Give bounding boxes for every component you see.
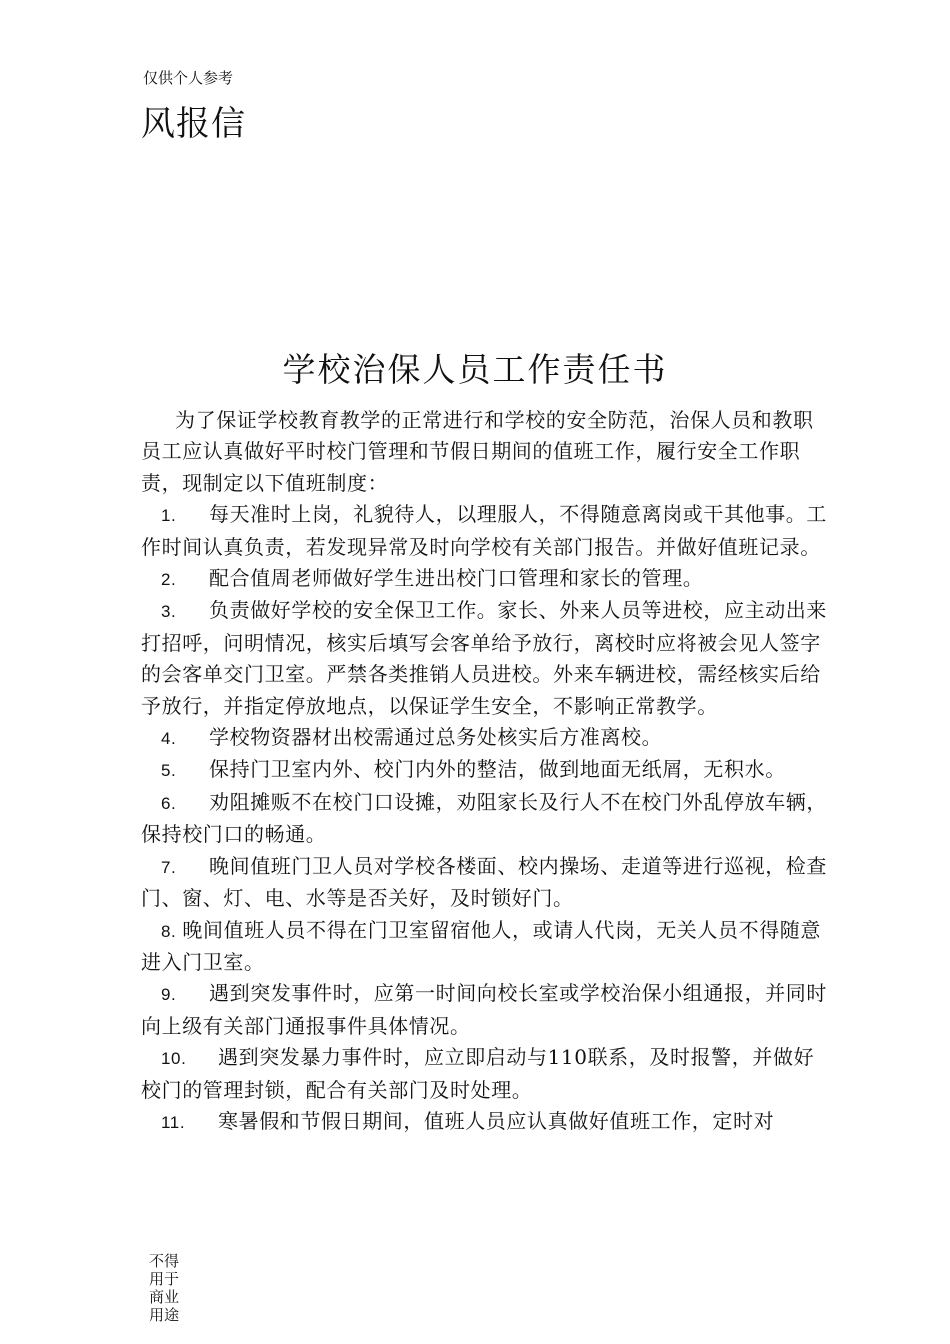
document-body xyxy=(141,405,831,1138)
item-text: 遇到突发暴力事件时，应立即启动与110联系，及时报警，并做好校门的管理封锁，配合有关部门及时处理。 xyxy=(141,1045,815,1102)
list-item xyxy=(141,1042,831,1106)
item-number: 2. xyxy=(161,570,177,590)
item-number: 10. xyxy=(161,1049,187,1069)
item-number: 11. xyxy=(161,1112,186,1132)
list-item xyxy=(141,722,831,754)
list-item xyxy=(141,978,831,1042)
item-number: 8. xyxy=(161,921,177,941)
footer-note: 不得用于商业用途 xyxy=(149,1252,180,1324)
item-number: 5. xyxy=(161,761,177,781)
header-note: 仅供个人参考 xyxy=(143,69,234,87)
item-number: 7. xyxy=(161,857,177,877)
item-text: 寒暑假和节假日期间，值班人员应认真做好值班工作，定时对 xyxy=(218,1108,775,1133)
list-item xyxy=(141,1106,831,1138)
intro-paragraph: 为了保证学校教育教学的正常进行和学校的安全防范，治保人员和教职员工应认真做好平时校门管理和节假日期间的值班工作，履行安全工作职责，现制定以下值班制度： xyxy=(141,408,814,495)
item-number: 4. xyxy=(161,729,177,749)
item-number: 1. xyxy=(161,506,177,526)
item-text: 遇到突发事件时，应第一时间向校长室或学校治保小组通报，并同时向上级有关部门通报事件具体情况。 xyxy=(141,981,827,1038)
list-item xyxy=(141,851,831,915)
item-text: 晚间值班人员不得在门卫室留宿他人，或请人代岗，无关人员不得随意进入门卫室。 xyxy=(141,917,821,974)
list-item xyxy=(141,499,831,563)
list-item xyxy=(141,754,831,786)
list-item xyxy=(141,563,831,595)
item-number: 6. xyxy=(161,793,177,813)
item-number: 9. xyxy=(161,985,177,1005)
item-text: 晚间值班门卫人员对学校各楼面、校内操场、走道等进行巡视，检查门、窗、灯、电、水等是否关好，及时锁好门。 xyxy=(141,853,827,911)
big-title: 风报信 xyxy=(141,104,246,144)
item-text: 劝阻摊贩不在校门口设摊，劝阻家长及行人不在校门外乱停放车辆，保持校门口的畅通。 xyxy=(141,789,827,847)
list-item xyxy=(141,595,831,722)
document-title: 学校治保人员工作责任书 xyxy=(282,350,668,389)
item-text: 保持门卫室内外、校门内外的整洁，做到地面无纸屑，无积水。 xyxy=(209,757,786,782)
item-number: 3. xyxy=(161,602,177,622)
item-text: 负责做好学校的安全保卫工作。家长、外来人员等进校，应主动出来打招呼，问明情况，核实后填写会客单给予放行，离校时应将被会见人签字的会客单交门卫室。严禁各类推销人员进校。外来车辆进校，需经核实后给予放行，并指定停放地点，以保证学生安全，不影响正常教学。 xyxy=(141,598,827,718)
item-text: 每天准时上岗，礼貌待人，以理服人，不得随意离岗或干其他事。工作时间认真负责，若发现异常及时向学校有关部门报告。并做好值班记录。 xyxy=(141,502,827,559)
list-item xyxy=(141,787,831,851)
item-text: 学校物资器材出校需通过总务处核实后方准离校。 xyxy=(209,725,663,750)
list-item xyxy=(141,915,831,979)
item-text: 配合值周老师做好学生进出校门口管理和家长的管理。 xyxy=(209,566,704,591)
